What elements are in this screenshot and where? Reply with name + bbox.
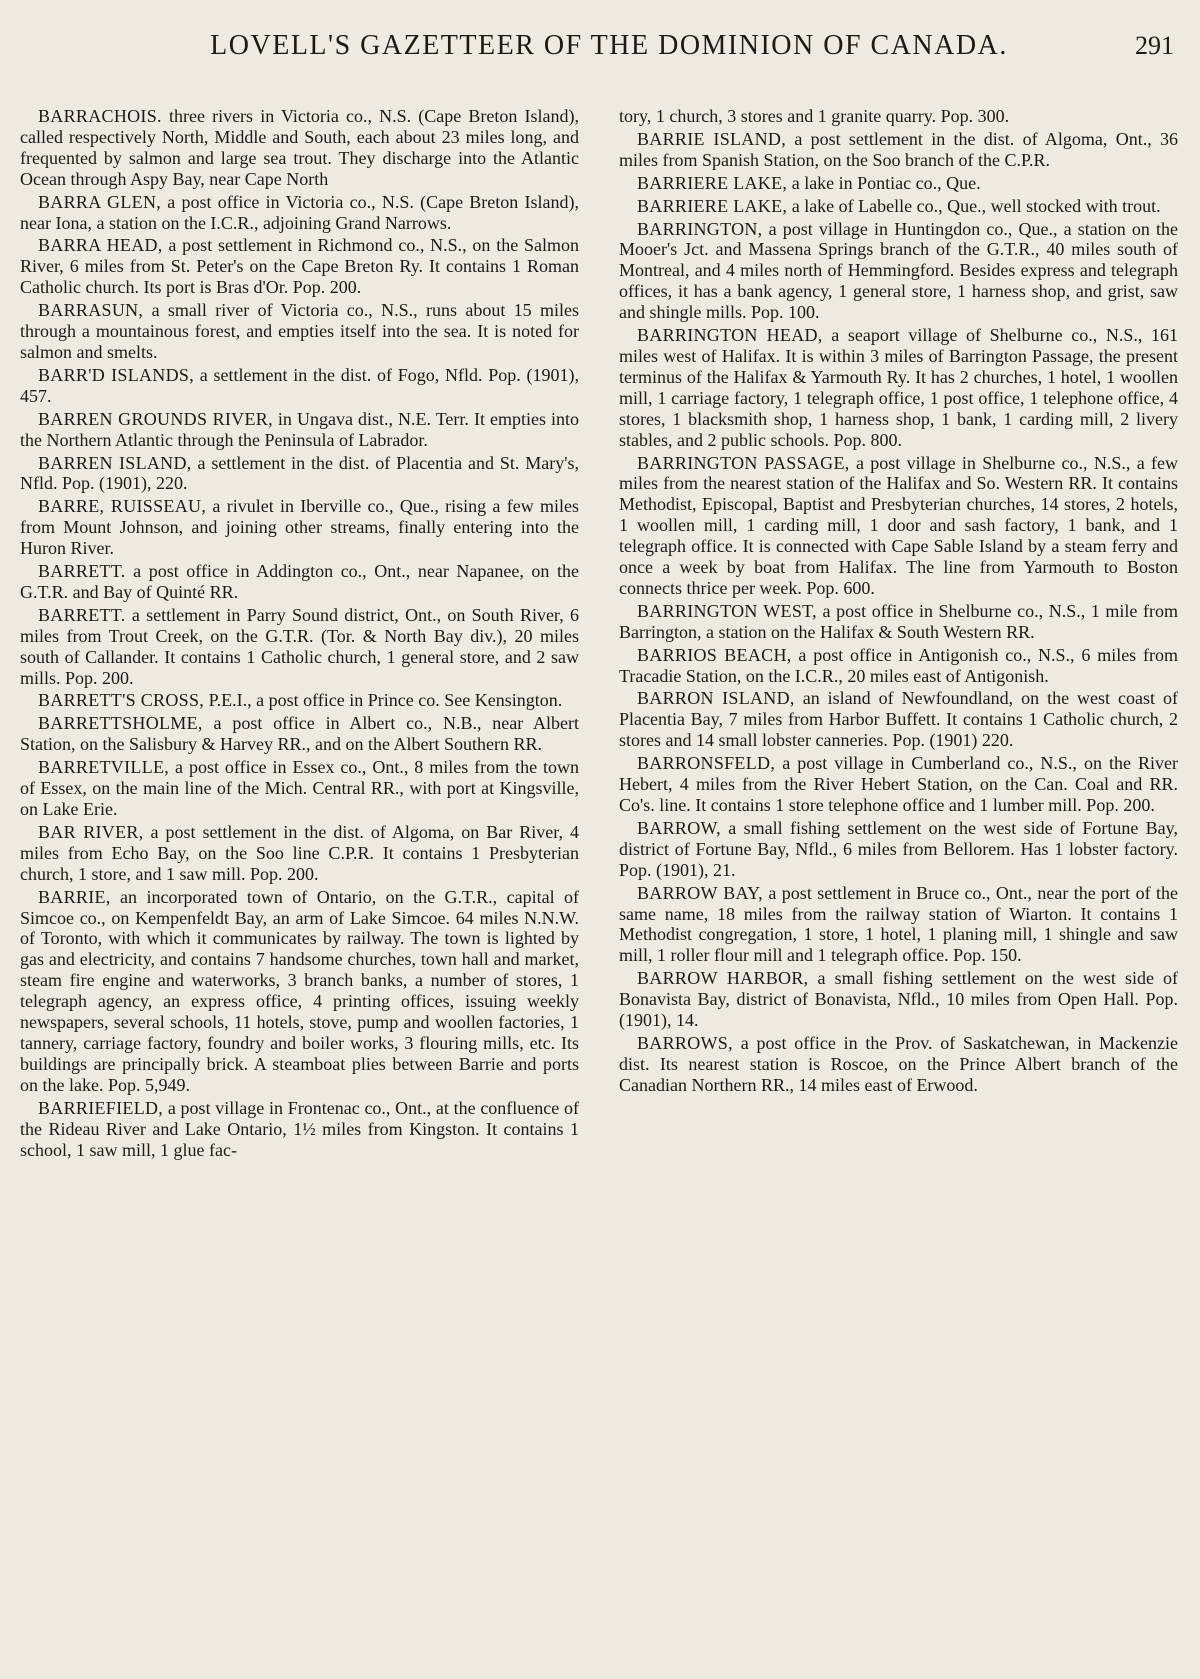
entry-headword: BARROW, — [637, 817, 721, 838]
gazetteer-entry — [20, 365, 579, 407]
entry-text: a rivulet in Iberville co., Que., rising a few miles from Mount Johnson, and joining other streams, finally entering into the Huron River. — [20, 496, 579, 559]
entry-headword: BARRIEFIELD, — [38, 1097, 164, 1118]
gazetteer-entry — [20, 300, 579, 363]
entry-text: a post office in Antigonish co., N.S., 6 miles from Tracadie Station, on the I.C.R., 20 miles east of Antigonish. — [619, 644, 1179, 686]
gazetteer-entry — [619, 601, 1178, 643]
entry-text: three rivers in Victoria co., N.S. (Cape Breton Island), called respectively North, Middle and South, each about 23 miles long, and frequented by salmon and large sea trout. They discharge into the Atlantic Ocean through Aspy Bay, near Cape North — [20, 106, 580, 189]
gazetteer-entry — [20, 496, 579, 559]
gazetteer-entry — [619, 818, 1178, 881]
entry-text: a post office in the Prov. of Saskatchewan, in Mackenzie dist. Its nearest station is Roscoe, on the Prince Albert branch of the Canadian Northern RR., 14 miles east of Erwood. — [619, 1032, 1179, 1095]
entry-headword: BARR'D ISLANDS, — [38, 364, 195, 385]
gazetteer-entry — [619, 453, 1178, 599]
gazetteer-entry — [619, 753, 1178, 816]
entry-text: a settlement in the dist. of Placentia and St. Mary's, Nfld. Pop. (1901), 220. — [20, 452, 579, 494]
entry-text: a lake in Pontiac co., Que. — [791, 172, 981, 193]
gazetteer-entry — [619, 173, 1178, 194]
gazetteer-entry — [619, 1033, 1178, 1096]
entry-headword: BARREN ISLAND, — [38, 452, 192, 473]
gazetteer-entry — [20, 713, 579, 755]
entry-headword: BARRETT. — [38, 561, 126, 582]
gazetteer-entry — [20, 605, 579, 689]
entry-headword: BARRINGTON WEST, — [637, 600, 817, 621]
entry-text: a post office in Victoria co., N.S. (Cape Breton Island), near Iona, a station on the I.C.R., adjoining Grand Narrows. — [20, 191, 579, 233]
entry-headword: BARRIERE LAKE, — [637, 172, 788, 193]
entry-headword: BARRIOS BEACH, — [637, 644, 792, 665]
right-column — [619, 106, 1178, 1162]
entry-text: a post office in Albert co., N.B., near Albert Station, on the Salisbury & Harvey RR., and on the Albert Southern RR. — [20, 713, 580, 755]
entry-headword: BARRETTSHOLME, — [38, 713, 203, 734]
entry-headword: BARRA GLEN, — [38, 191, 162, 212]
gazetteer-entry — [20, 409, 579, 451]
entry-headword: BARRIERE LAKE, — [637, 195, 788, 216]
gazetteer-entry — [619, 196, 1178, 217]
gazetteer-entry — [619, 645, 1178, 687]
entry-headword: BAR RIVER, — [38, 821, 144, 842]
running-head — [20, 24, 1178, 68]
entry-headword: BARRINGTON HEAD, — [637, 325, 823, 346]
text-columns — [20, 106, 1178, 1162]
gazetteer-entry — [20, 192, 579, 234]
entry-text: a small fishing settlement on the west side of Fortune Bay, district of Fortune Bay, Nfld., 6 miles from Bellorem. Has 1 lobster factory. Pop. (1901), 21. — [619, 817, 1178, 880]
gazetteer-entry — [20, 106, 579, 190]
entry-text: a post settlement in the dist. of Algoma, on Bar River, 4 miles from Echo Bay, on the Soo line C.P.R. It contains 1 Presbyterian church, 1 store, and 1 saw mill. Pop. 200. — [20, 821, 579, 884]
entry-headword: BARRE, RUISSEAU, — [38, 496, 207, 517]
entry-headword: BARRINGTON PASSAGE, — [637, 452, 850, 473]
page-number: 291 — [1135, 31, 1174, 60]
entry-text: an island of Newfoundland, on the west coast of Placentia Bay, 7 miles from Harbor Buffett. It contains 1 Catholic church, 2 stores and 14 small lobster canneries. Pop. (1901) 220. — [619, 688, 1179, 751]
entry-text: a post settlement in the dist. of Algoma, Ont., 36 miles from Spanish Station, on the Soo branch of the C.P.R. — [619, 128, 1179, 170]
gazetteer-entry — [20, 235, 579, 298]
entry-text: a post village in Cumberland co., N.S., on the River Hebert, 4 miles from the River Hebert Station, on the Can. Coal and RR. Co's. line. It contains 1 store telephone office and 1 lumber mill. Pop. 200. — [619, 753, 1179, 815]
gazetteer-entry — [619, 883, 1178, 967]
entry-headword: BARROW HARBOR, — [637, 968, 809, 989]
gazetteer-entry — [20, 453, 579, 495]
entry-text: in Ungava dist., N.E. Terr. It empties into the Northern Atlantic through the Peninsula of Labrador. — [20, 408, 579, 450]
gazetteer-entry — [20, 822, 579, 885]
entry-text: a post office in Essex co., Ont., 8 miles from the town of Essex, on the main line of the Mich. Central RR., with port at Kingsville, on Lake Erie. — [20, 757, 580, 819]
entry-headword: BARRIE ISLAND, — [637, 128, 787, 149]
gazetteer-entry — [619, 968, 1178, 1031]
entry-text: a small river of Victoria co., N.S., runs about 15 miles through a mountainous forest, and empties itself into the sea. It is noted for salmon and smelts. — [20, 300, 579, 362]
entry-headword: BARRA HEAD, — [38, 235, 163, 256]
entry-headword: BARRETT. — [38, 604, 126, 625]
gazetteer-entry — [619, 688, 1178, 751]
gazetteer-entry — [20, 1098, 579, 1161]
left-column — [20, 106, 579, 1162]
entry-text: a settlement in the dist. of Fogo, Nfld. Pop. (1901), 457. — [20, 364, 579, 406]
entry-text: tory, 1 church, 3 stores and 1 granite quarry. Pop. 300. — [619, 106, 1010, 126]
gazetteer-entry — [619, 219, 1178, 324]
entry-headword: BARRINGTON, — [637, 218, 763, 239]
entry-headword: BARRETVILLE, — [38, 757, 170, 778]
entry-text: a post village in Frontenac co., Ont., at the confluence of the Rideau River and Lake Ontario, 1½ miles from Kingston. It contains 1 school, 1 saw mill, 1 glue fac- — [20, 1097, 579, 1160]
entry-text: a post village in Huntingdon co., Que., a station on the Mooer's Jct. and Massena Springs branch of the G.T.R., 40 miles south of Montreal, and 4 miles north of Hemmingford. Besides express and telegraph offices, it has a bank agency, 1 general store, 1 harness shop, and grist, saw and shingle mills. Pop. 100. — [619, 218, 1179, 323]
entry-text: a post settlement in Richmond co., N.S., on the Salmon River, 6 miles from St. Peter's on the Cape Breton Ry. It contains 1 Roman Catholic church. Its port is Bras d'Or. Pop. 200. — [20, 235, 579, 298]
entry-text: an incorporated town of Ontario, on the G.T.R., capital of Simcoe co., on Kempenfeldt Bay, an arm of Lake Simcoe. 64 miles N.N.W. of Toronto, with which it communicates by railway. The town is lighted by gas and electricity, and contains 7 handsome churches, town hall and market, steam fire engine and waterworks, 3 branch banks, a number of stores, 1 telegraph agency, an express office, 4 printing offices, issuing weekly newspapers, several schools, 11 hotels, stove, pump and woollen factories, 1 tannery, carriage factory, foundry and boiler works, 3 flouring mills, etc. Its buildings are principally brick. A steamboat plies between Barrie and ports on the lake. Pop. 5,949. — [20, 886, 580, 1095]
gazetteer-entry — [619, 325, 1178, 450]
gazetteer-entry — [619, 106, 1178, 127]
entry-headword: BARRACHOIS. — [38, 106, 162, 126]
entry-headword: BARRONSFELD, — [637, 753, 776, 774]
entry-text: a post settlement in Bruce co., Ont., near the port of the same name, 18 miles from the railway station of Wiarton. It contains 1 Methodist congregation, 1 store, 1 hotel, 1 planing mill, 1 shingle and saw mill, 1 roller flour mill and 1 telegraph office. Pop. 150. — [619, 882, 1179, 966]
gazetteer-entry — [20, 690, 579, 711]
entry-headword: BARROW BAY, — [637, 882, 763, 903]
entry-text: P.E.I., a post office in Prince co. See Kensington. — [208, 690, 563, 711]
gazetteer-entry — [20, 887, 579, 1096]
gazetteer-entry — [20, 561, 579, 603]
gazetteer-entry — [619, 129, 1178, 171]
entry-headword: BARROWS, — [637, 1032, 733, 1053]
entry-text: a seaport village of Shelburne co., N.S., 161 miles west of Halifax. It is within 3 miles of Barrington Passage, the present terminus of the Halifax & Yarmouth Ry. It has 2 churches, 1 hotel, 1 woollen mill, 1 carriage factory, 1 telegraph office, 1 post office, 1 telephone office, 4 stores, 1 blacksmith shop, 1 harness shop, 1 bank, 1 carding mill, 2 livery stables, and 2 public schools. Pop. 800. — [619, 325, 1178, 450]
entry-headword: BARRON ISLAND, — [637, 688, 795, 709]
entry-text: a post office in Shelburne co., N.S., 1 mile from Barrington, a station on the Halifax & South Western RR. — [619, 600, 1179, 642]
entry-text: a post village in Shelburne co., N.S., a few miles from the nearest station of the Halifax and So. Western RR. It contains Methodist, Episcopal, Baptist and Presbyterian churches, 14 stores, 2 hotels, 1 woollen mill, 1 carding mill, 1 door and sash factory, 1 bank, and 1 telegraph office. It is connected with Cape Sable Island by a steam ferry and once a week by boat from Halifax. The line from Yarmouth to Boston connects thrice per week. Pop. 600. — [619, 452, 1179, 598]
entry-text: a settlement in Parry Sound district, Ont., on South River, 6 miles from Trout Creek, on the G.T.R. (Tor. & North Bay div.), 20 miles south of Callander. It contains 1 Catholic church, 1 general store, and 2 saw mills. Pop. 200. — [20, 604, 579, 688]
entry-text: a lake of Labelle co., Que., well stocked with trout. — [791, 195, 1161, 216]
running-title: LOVELL'S GAZETTEER OF THE DOMINION OF CANADA. — [210, 30, 1008, 61]
gazetteer-entry — [20, 757, 579, 820]
entry-headword: BARRASUN, — [38, 300, 144, 321]
entry-headword: BARRETT'S CROSS, — [38, 690, 205, 711]
entry-headword: BARRIE, — [38, 886, 111, 907]
entry-text: a small fishing settlement on the west side of Bonavista Bay, district of Bonavista, Nfld., 10 miles from Open Hall. Pop. (1901), 14. — [619, 968, 1178, 1031]
entry-headword: BARREN GROUNDS RIVER, — [38, 408, 273, 429]
entry-text: a post office in Addington co., Ont., near Napanee, on the G.T.R. and Bay of Quinté RR. — [20, 561, 579, 602]
